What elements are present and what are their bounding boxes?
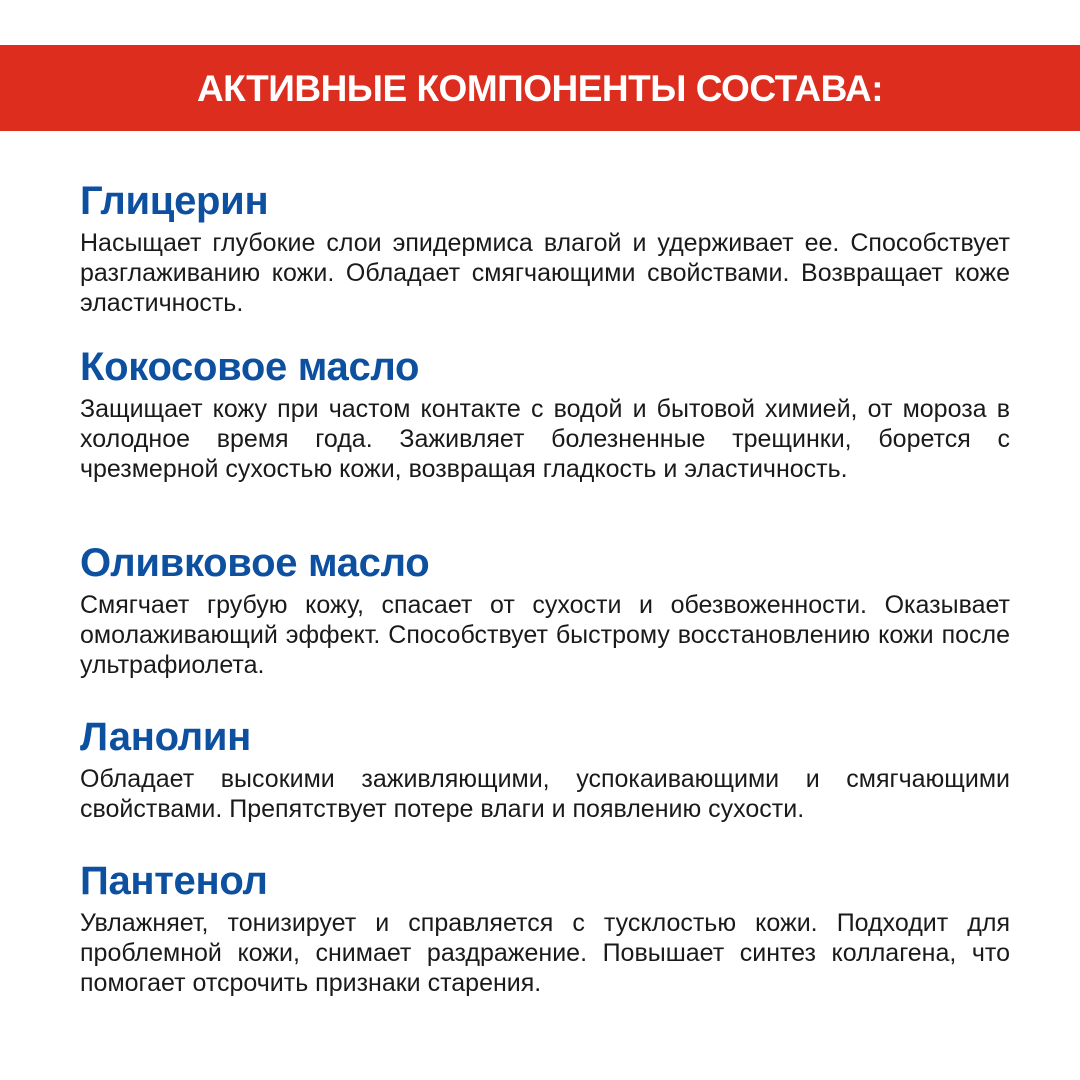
component-title: Оливковое масло [80, 541, 430, 585]
component-description: Увлажняет, тонизирует и справляется с тусклостью кожи. Подходит для проблемной кожи, снимает раздражение. Повышает синтез коллагена, что помогает отсрочить признаки старения. [80, 909, 1010, 997]
component-panthenol [80, 858, 1010, 998]
component-description: Смягчает грубую кожу, спасает от сухости и обезвоженности. Оказывает омолаживающий эффект. Способствует быстрому восстановлению кожи после ультрафиолета. [80, 591, 1010, 679]
component-title: Глицерин [80, 179, 269, 223]
component-title: Кокосовое масло [80, 345, 420, 389]
page-title: АКТИВНЫЕ КОМПОНЕНТЫ СОСТАВА: [196, 68, 884, 109]
component-description: Насыщает глубокие слои эпидермиса влагой и удерживает ее. Способствует разглаживанию кожи. Обладает смягчающими свойствами. Возвращает коже эластичность. [80, 229, 1010, 317]
component-coconut-oil [80, 344, 1010, 484]
component-title: Ланолин [80, 715, 251, 759]
component-lanolin [80, 714, 1010, 824]
component-olive-oil [80, 540, 1010, 680]
header-banner [0, 45, 1080, 131]
component-glycerin [80, 178, 1010, 318]
component-title: Пантенол [80, 859, 268, 903]
component-description: Защищает кожу при частом контакте с водой и бытовой химией, от мороза в холодное время года. Заживляет болезненные трещинки, борется с чрезмерной сухостью кожи, возвращая гладкость и эластичность. [80, 395, 1010, 483]
component-description: Обладает высокими заживляющими, успокаивающими и смягчающими свойствами. Препятствует потере влаги и появлению сухости. [80, 765, 1010, 823]
